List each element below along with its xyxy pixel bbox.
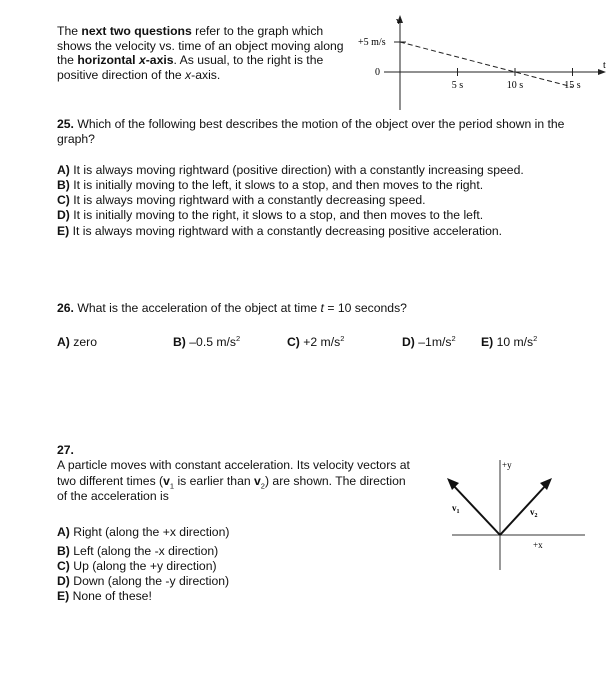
q27-option-text: Left (along the -x direction) [73,544,219,558]
intro-text: refer to the graph which shows the velocity vs. time of an object moving along the [57,24,344,68]
intro-bold-x: x [138,53,146,68]
q27-text-line3 [57,489,169,504]
q25-option-letter: B) [57,178,70,192]
intro-bold-axis: -axis [145,53,174,68]
q26-option-e[interactable] [481,335,537,350]
q26-option-text: +2 m/s [303,335,341,349]
q25-option-d[interactable] [57,208,483,223]
intro-bold-questions: next two questions [81,24,192,38]
q26-number: 26. [57,301,74,315]
q26-text-a: What is the acceleration of the object at time [77,301,321,315]
q27-option-text: None of these! [72,589,152,603]
q26-option-letter: E) [481,335,494,349]
intro-italic-x: x [185,67,192,82]
y-axis-label: v [396,16,401,27]
origin-label: 0 [375,67,380,78]
q25-number: 25. [57,117,74,131]
intro-text: The [57,24,82,38]
q26-option-sup: 2 [340,334,345,343]
q26-option-sup: 2 [451,334,456,343]
q27-option-e[interactable] [57,589,152,604]
x-tick-label-10s: 10 s [506,80,524,91]
q25-option-b[interactable] [57,178,483,193]
velocity-vector-diagram [440,455,590,585]
q25-option-letter: A) [57,163,70,177]
q26-option-letter: B) [173,335,186,349]
plus-x-label: +x [533,540,543,550]
q26-option-b[interactable] [173,335,240,350]
q25-option-letter: C) [57,193,70,207]
q26-option-letter: A) [57,335,70,349]
v1-label: $v_1$ [452,503,460,515]
q27-v2-sub: 2 [260,481,265,491]
intro-text: -axis. [191,67,221,82]
q27-text: of the acceleration is [57,489,169,503]
q26-option-text: 10 m/s [496,335,534,349]
q27-option-d[interactable] [57,574,229,589]
q25-option-text: It is always moving rightward with a constantly decreasing positive acceleration. [72,224,503,238]
q26-option-letter: D) [402,335,415,349]
q25-option-text: It is always moving rightward (positive direction) with a constantly increasing speed. [73,163,524,177]
q26-option-d[interactable] [402,335,456,350]
q27-text: two different times ( [57,474,164,488]
q26-option-text: zero [73,335,97,349]
q26-option-a[interactable] [57,335,97,350]
q27-option-text: Down (along the -y direction) [73,574,230,588]
x-tick-label-5s: 5 s [451,80,464,91]
q27-option-letter: D) [57,574,70,588]
q25-option-e[interactable] [57,224,502,239]
plus-y-label: +y [502,460,512,470]
q27-text: ) are shown. The direction [264,474,406,488]
q26-text [57,301,407,316]
q25-text-line1 [57,117,564,132]
q27-option-c[interactable] [57,559,217,574]
intro-paragraph [57,24,347,82]
x-tick-label-15s: 15 s [564,80,581,91]
v2-vector [500,484,547,535]
q25-option-text: It is always moving rightward with a constantly decreasing speed. [73,193,426,207]
q25-text: Which of the following best describes the motion of the object over the period shown in the [77,117,565,131]
q26-option-c[interactable] [287,335,344,350]
q26-option-letter: C) [287,335,300,349]
q27-text: A particle moves with constant acceleration. Its velocity vectors at [57,458,410,472]
q27-option-b[interactable] [57,544,218,559]
q27-number-line [57,443,74,458]
q26-t-var: t [320,301,324,315]
q25-option-c[interactable] [57,193,426,208]
q27-option-a[interactable] [57,525,229,540]
q25-text-line2 [57,132,95,147]
q27-option-letter: E) [57,589,70,603]
q25-option-a[interactable] [57,163,524,178]
q27-option-letter: A) [57,525,70,539]
velocity-time-graph [340,10,610,120]
q25-text-cont: graph? [57,132,95,146]
v2-label: $v_2$ [530,507,538,519]
q27-option-text: Up (along the +y direction) [73,559,217,573]
velocity-line [400,42,573,87]
q25-option-text: It is initially moving to the left, it slows to a stop, and then moves to the right. [73,178,484,192]
q25-option-text: It is initially moving to the right, it slows to a stop, and then moves to the left. [73,208,484,222]
q26-text-b: = 10 seconds? [323,301,407,315]
q27-v2: v [254,474,261,488]
q26-option-text: –1m/s [418,335,452,349]
q27-text: is earlier than [174,474,255,488]
intro-bold-horizontal: horizontal [77,53,139,68]
q27-text-line1 [57,458,410,473]
x-axis-label: t [603,60,606,71]
q26-option-sup: 2 [236,334,241,343]
y-tick-label: +5 m/s [358,37,386,48]
q27-v1-sub: 1 [169,481,175,491]
q25-option-letter: E) [57,224,70,238]
intro-text: . As usual, to the right is the positive direction of the [57,53,324,82]
q26-option-text: –0.5 m/s [189,335,237,349]
q26-option-sup: 2 [533,334,538,343]
q27-option-letter: B) [57,544,70,558]
q27-v1: v [163,474,170,488]
q27-option-text: Right (along the +x direction) [73,525,230,539]
q25-option-letter: D) [57,208,70,222]
q27-number: 27. [57,443,74,457]
q27-option-letter: C) [57,559,70,573]
